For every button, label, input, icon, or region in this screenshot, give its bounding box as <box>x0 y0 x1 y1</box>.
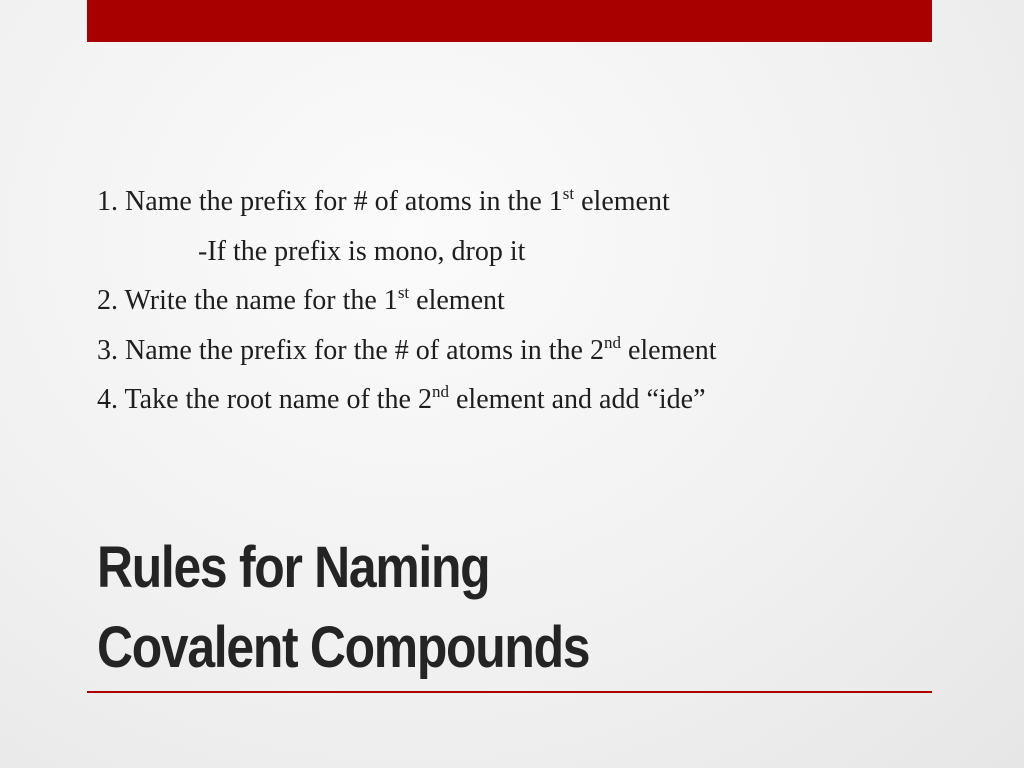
ordinal-suffix: nd <box>431 382 449 401</box>
slide-title-line-1: Rules for Naming <box>97 535 490 600</box>
ordinal-suffix: nd <box>603 332 621 352</box>
rule-subitem <box>97 227 937 277</box>
ordinal-suffix: st <box>397 283 410 302</box>
rule-text: -If the prefix is mono, drop it <box>198 235 526 267</box>
rule-text-end: element and add “ide” <box>448 384 706 415</box>
rule-item <box>97 276 937 326</box>
slide-title-line-2: Covalent Compounds <box>97 615 590 680</box>
rule-text-end: element <box>574 186 670 217</box>
slide-title <box>97 528 589 688</box>
top-accent-bar <box>87 0 932 42</box>
rule-item <box>97 375 937 425</box>
rules-list <box>97 177 937 425</box>
rule-text: 3. Name the prefix for the # of atoms in the 2 <box>97 334 604 366</box>
rule-text: 4. Take the root name of the 2 <box>97 384 432 415</box>
title-underline <box>87 691 932 693</box>
rule-item <box>97 177 937 227</box>
rule-text-end: element <box>409 285 505 316</box>
rule-text-end: element <box>620 334 717 366</box>
ordinal-suffix: st <box>562 184 575 203</box>
rule-text: 1. Name the prefix for # of atoms in the 1 <box>97 186 563 217</box>
rule-item <box>97 326 937 376</box>
rule-text: 2. Write the name for the 1 <box>97 285 398 316</box>
